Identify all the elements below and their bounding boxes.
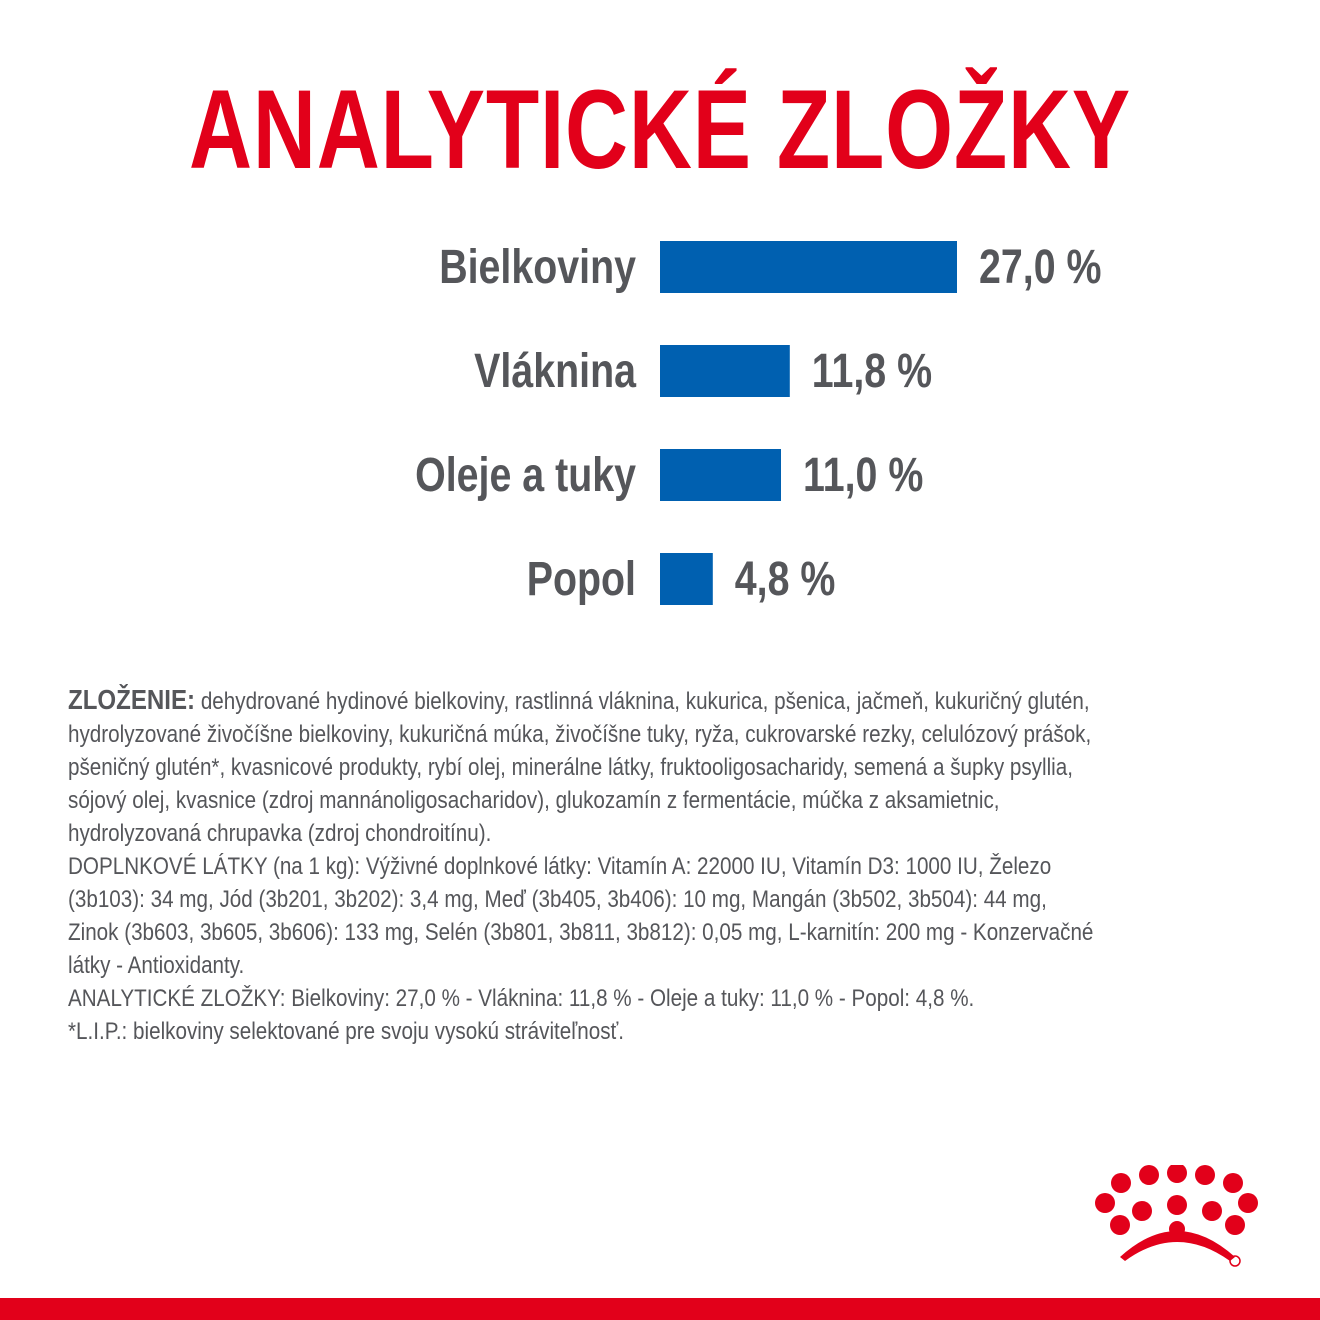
category-label: Bielkoviny [439,240,636,294]
bar-chart [0,220,1320,620]
category-label: Popol [526,552,636,606]
category-label: Vláknina [474,344,636,398]
composition-analytical: ANALYTICKÉ ZLOŽKY: Bielkoviny: 27,0 % - Vláknina: 11,8 % - Oleje a tuky: 11,0 % - Popol: 4,8 %. [68,985,975,1012]
page-title: ANALYTICKÉ ZLOŽKY [189,67,1131,192]
composition-additives: DOPLNKOVÉ LÁTKY (na 1 kg): Výživné doplnkové látky: Vitamín A: 22000 IU, Vitamín D3: 1000 IU, Železo (3b103): 34 mg, Jód (3b201, 3b202): 3,4 mg, Meď (3b405, 3b406): 10 mg, Mangán (3b502, 3b504): 44 mg, Zinok (3b603, 3b605, 3b606): 133 mg, Selén (3b801, 3b811, 3b812): 0,05 mg, L-karnitín: 200 mg - Konzervačné látky - Antioxidanty. [68,853,1094,979]
bar [660,449,781,501]
composition-text [68,683,1100,1048]
value-label: 27,0 % [979,240,1102,294]
bar [660,553,713,605]
value-label: 11,8 % [811,344,933,398]
composition-footnote: *L.I.P.: bielkoviny selektované pre svoju vysokú stráviteľnosť. [68,1018,625,1045]
category-label: Oleje a tuky [415,448,636,502]
value-label: 11,0 % [803,448,924,502]
value-label: 4,8 % [734,552,836,606]
bottom-bar [0,1298,1320,1320]
composition-ingredients: dehydrované hydinové bielkoviny, rastlinná vláknina, kukurica, pšenica, jačmeň, kukuričný glutén, hydrolyzované živočíšne bielkoviny, kukuričná múka, živočíšne tuky, ryža, cukrovarské rezky, celulózový prášok, pšeničný glutén*, kvasnicové produkty, rybí olej, minerálne látky, fruktooligosacharidy, semená a šupky psyllia, sójový olej, kvasnice (zdroj mannánoligosacharidov), glukozamín z fermentácie, múčka z aksamietnic, hydrolyzovaná chrupavka (zdroj chondroitínu). [68,688,1092,847]
bar [660,241,957,293]
crown-icon [1080,1165,1270,1275]
composition-lead: ZLOŽENIE: [68,684,196,715]
bar [660,345,790,397]
